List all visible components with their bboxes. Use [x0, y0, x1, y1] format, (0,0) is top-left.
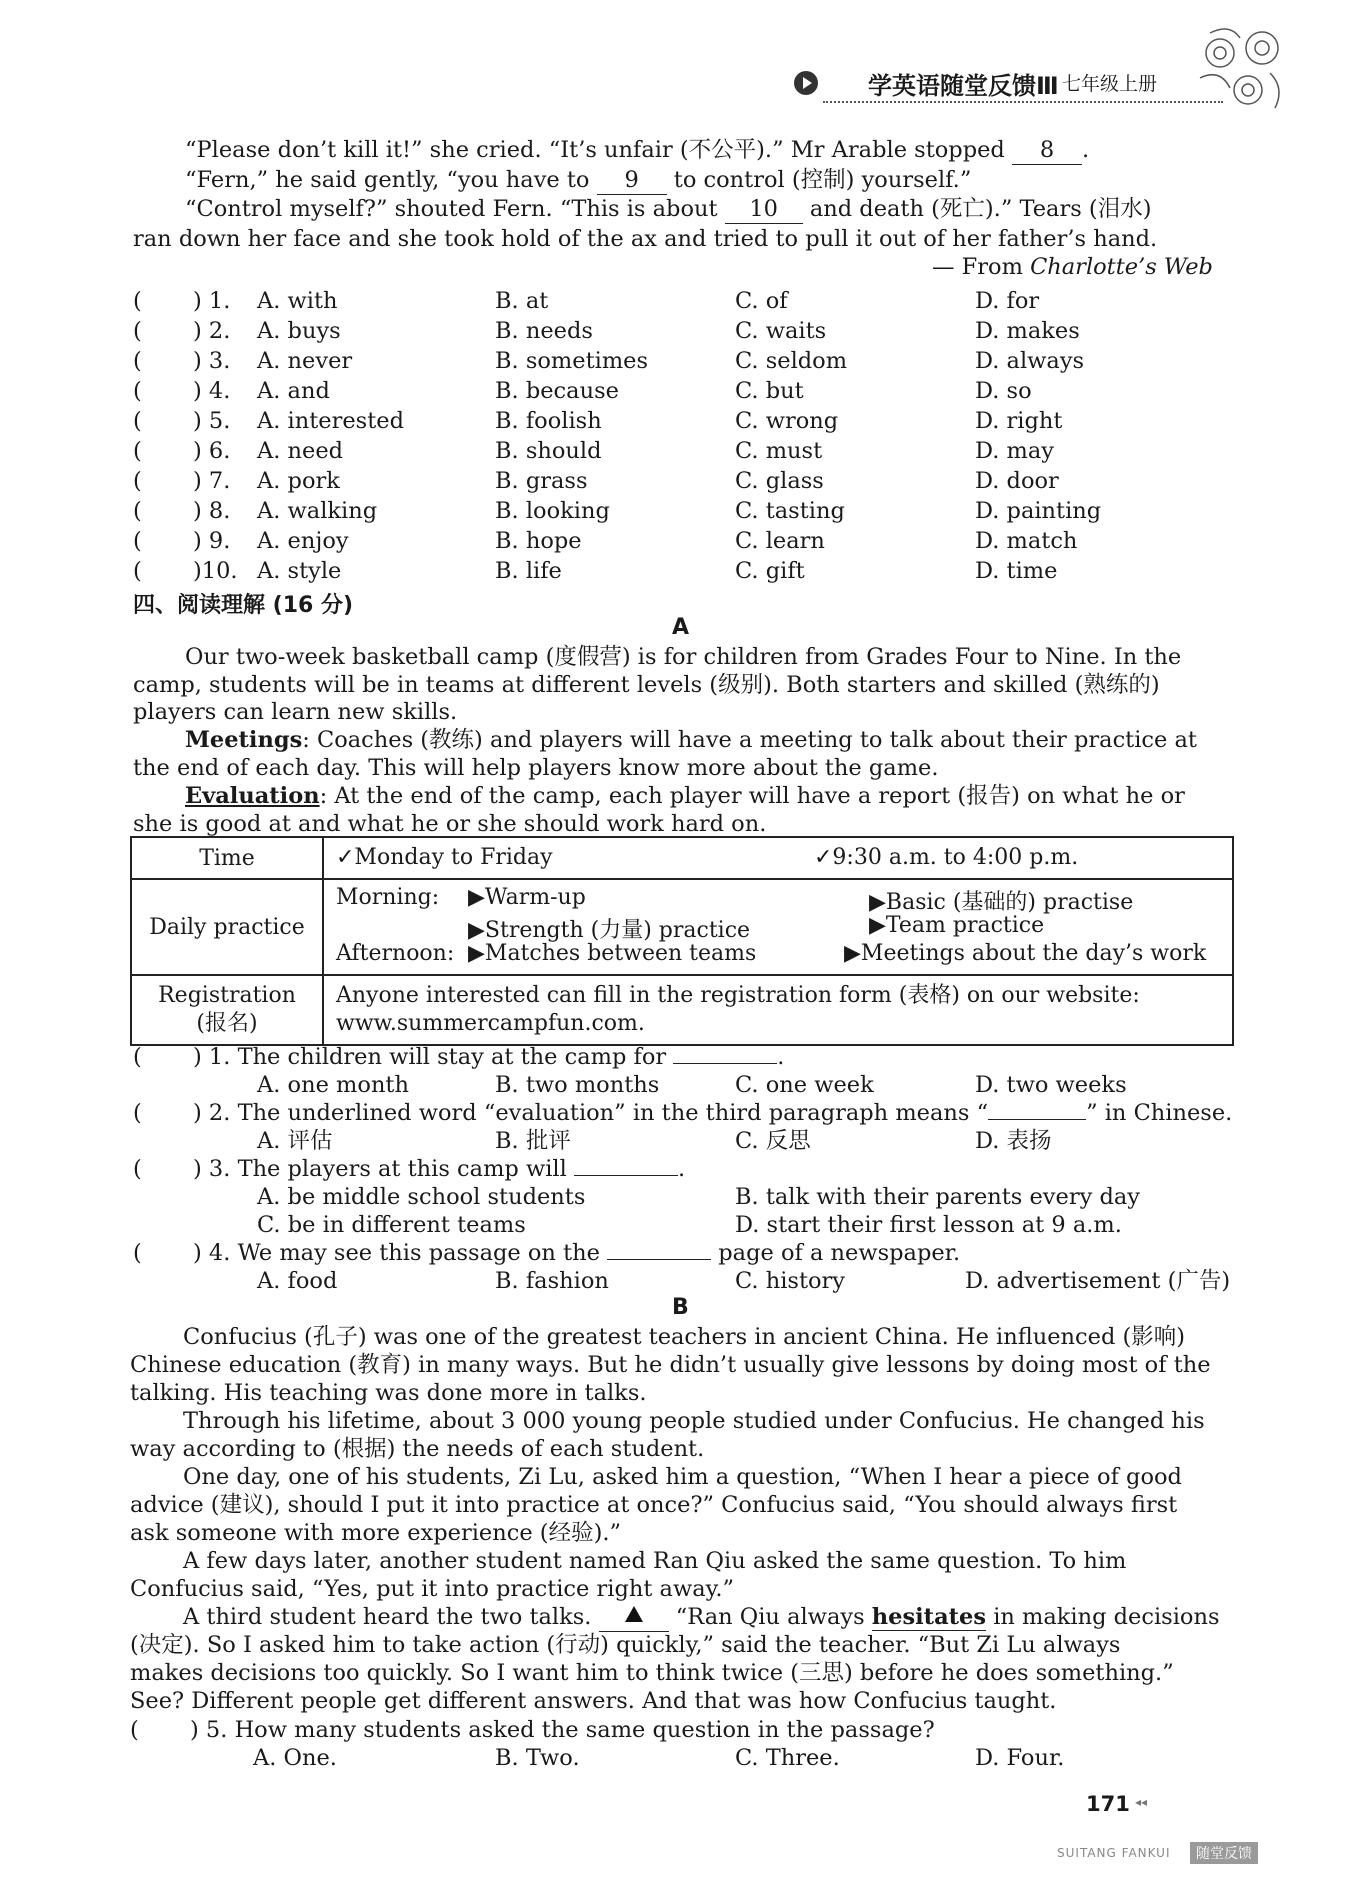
option[interactable]: A. need — [257, 438, 344, 464]
option[interactable]: A. buys — [257, 318, 341, 344]
option[interactable]: A. One. — [253, 1745, 337, 1771]
paragraph-line: Evaluation: At the end of the camp, each player will have a report (报告) on what he or — [185, 783, 1185, 809]
option[interactable]: B. sometimes — [495, 348, 649, 374]
option[interactable]: D. for — [975, 288, 1040, 314]
table-cell: Registration (报名) — [131, 975, 323, 1045]
flower-ornament-icon — [1190, 18, 1300, 128]
paragraph-line: See? Different people get different answers. And that was how Confucius taught. — [130, 1688, 1057, 1714]
story-line: ran down her face and she took hold of the ax and tried to pull it out of her father’s hand. — [133, 226, 1158, 252]
option[interactable]: B. needs — [495, 318, 593, 344]
story-line: “Please don’t kill it!” she cried. “It’s unfair (不公平).” Mr Arable stopped 8 . — [185, 137, 1090, 163]
option[interactable]: A. one month — [257, 1072, 409, 1098]
option[interactable]: C. 反思 — [735, 1128, 811, 1154]
paragraph-line: talking. His teaching was done more in talks. — [130, 1380, 647, 1406]
question-row: ( ) 9. — [133, 528, 231, 554]
option[interactable]: D. so — [975, 378, 1032, 404]
table-cell: Time — [131, 837, 323, 879]
option[interactable]: D. time — [975, 558, 1058, 584]
answer-bracket[interactable]: ( — [133, 378, 142, 404]
option[interactable]: C. of — [735, 288, 788, 314]
question-row: ( )10. — [133, 558, 238, 584]
answer-bracket[interactable]: ( — [133, 468, 142, 494]
option[interactable]: D. painting — [975, 498, 1102, 524]
footer-pinyin: SUITANG FANKUI — [1057, 1846, 1171, 1860]
book-subtitle: 七年级上册 — [1062, 73, 1158, 95]
answer-bracket[interactable]: ( — [133, 1156, 142, 1182]
blank-10[interactable]: 10 — [725, 195, 803, 224]
option[interactable]: D. start their first lesson at 9 a.m. — [735, 1212, 1122, 1238]
option[interactable]: C. tasting — [735, 498, 845, 524]
option[interactable]: B. 批评 — [495, 1128, 571, 1154]
option[interactable]: D. makes — [975, 318, 1080, 344]
option[interactable]: A. with — [257, 288, 338, 314]
option[interactable]: D. advertisement (广告) — [965, 1268, 1231, 1294]
passage-b-label: B — [672, 1295, 689, 1320]
answer-bracket[interactable]: ( — [133, 1100, 142, 1126]
option[interactable]: B. should — [495, 438, 602, 464]
option[interactable]: D. right — [975, 408, 1063, 434]
option[interactable]: B. Two. — [495, 1745, 580, 1771]
book-title: 学英语随堂反馈Ⅲ — [868, 72, 1059, 100]
evaluation-word: Evaluation — [185, 783, 320, 809]
paragraph-line: the end of each day. This will help players know more about the game. — [133, 755, 939, 781]
question-row: ( ) 1. The children will stay at the camp for . — [133, 1044, 785, 1070]
question-row: ( ) 1. — [133, 288, 231, 314]
answer-blank[interactable] — [574, 1175, 678, 1176]
triangle-marker-icon — [624, 1605, 644, 1623]
question-row: ( ) 2. The underlined word “evaluation” in the third paragraph means “ ” in Chinese. — [133, 1100, 1233, 1126]
story-line: “Control myself?” shouted Fern. “This is about 10 and death (死亡).” Tears (泪水) — [185, 196, 1152, 222]
paragraph-line: players can learn new skills. — [133, 699, 458, 725]
table-row — [131, 879, 1233, 975]
option[interactable]: B. talk with their parents every day — [735, 1184, 1140, 1210]
answer-bracket[interactable]: ( — [133, 408, 142, 434]
option[interactable]: C. seldom — [735, 348, 848, 374]
website-link[interactable]: www.summercampfun.com. — [336, 1011, 645, 1036]
blank-8[interactable]: 8 — [1012, 136, 1082, 165]
answer-bracket[interactable]: ( — [133, 528, 142, 554]
footer-badge: 随堂反馈 — [1190, 1842, 1258, 1864]
question-row: ( ) 7. — [133, 468, 231, 494]
paragraph-line: way according to (根据) the needs of each student. — [130, 1436, 705, 1462]
question-row: ( ) 4. — [133, 378, 231, 404]
paragraph-line: (决定). So I asked him to take action (行动) quickly,” said the teacher. “But Zi Lu always — [130, 1632, 1121, 1658]
header-divider — [823, 101, 1223, 103]
paragraph-line: Our two-week basketball camp (度假营) is for children from Grades Four to Nine. In the — [185, 644, 1182, 670]
option[interactable]: B. foolish — [495, 408, 602, 434]
table-row — [131, 837, 1233, 879]
blank-9[interactable]: 9 — [597, 166, 667, 195]
answer-bracket[interactable]: ( — [130, 1717, 139, 1743]
paragraph-line: Through his lifetime, about 3 000 young people studied under Confucius. He changed his — [183, 1408, 1205, 1434]
answer-bracket[interactable]: ( — [133, 498, 142, 524]
option[interactable]: C. Three. — [735, 1745, 840, 1771]
option[interactable]: A. food — [257, 1268, 338, 1294]
option[interactable]: C. but — [735, 378, 804, 404]
paragraph-line: advice (建议), should I put it into practice at once?” Confucius said, “You should always first — [130, 1492, 1178, 1518]
option[interactable]: C. be in different teams — [257, 1212, 526, 1238]
option[interactable]: B. fashion — [495, 1268, 609, 1294]
answer-bracket[interactable]: ( — [133, 1240, 142, 1266]
question-row: ( ) 8. — [133, 498, 231, 524]
question-row: ( ) 3. — [133, 348, 231, 374]
question-row: ( ) 5. How many students asked the same question in the passage? — [130, 1717, 935, 1743]
answer-blank[interactable] — [607, 1259, 711, 1260]
answer-bracket[interactable]: ( — [133, 288, 142, 314]
option[interactable]: D. door — [975, 468, 1059, 494]
story-source: — From Charlotte’s Web — [932, 254, 1213, 280]
option[interactable]: A. and — [257, 378, 330, 404]
question-row: ( ) 6. — [133, 438, 231, 464]
option[interactable]: A. 评估 — [257, 1128, 333, 1154]
option[interactable]: C. waits — [735, 318, 827, 344]
option[interactable]: D. may — [975, 438, 1055, 464]
answer-bracket[interactable]: ( — [133, 438, 142, 464]
section-heading: 四、阅读理解 (16 分) — [133, 593, 354, 618]
option[interactable]: B. life — [495, 558, 562, 584]
option[interactable]: C. wrong — [735, 408, 839, 434]
option[interactable]: D. always — [975, 348, 1085, 374]
paragraph-line: makes decisions too quickly. So I want him to think twice (三思) before he does something.” — [130, 1660, 1174, 1686]
story-line: “Fern,” he said gently, “you have to 9 to control (控制) yourself.” — [185, 167, 972, 193]
option[interactable]: D. Four. — [975, 1745, 1065, 1771]
missing-sentence-blank[interactable] — [599, 1603, 669, 1632]
option[interactable]: A. walking — [257, 498, 378, 524]
option[interactable]: B. at — [495, 288, 549, 314]
paragraph-line: A few days later, another student named Ran Qiu asked the same question. To him — [183, 1548, 1127, 1574]
answer-blank[interactable] — [988, 1119, 1086, 1120]
option[interactable]: B. two months — [495, 1072, 660, 1098]
option[interactable]: C. must — [735, 438, 823, 464]
table-cell: ✓Monday to Friday ✓9:30 a.m. to 4:00 p.m. — [323, 837, 1233, 879]
paragraph-line: ask someone with more experience (经验).” — [130, 1520, 622, 1546]
answer-bracket[interactable]: ( — [133, 348, 142, 374]
paragraph-line: camp, students will be in teams at different levels (级别). Both starters and skilled (熟练的) — [133, 672, 1160, 698]
option[interactable]: C. gift — [735, 558, 805, 584]
option[interactable]: A. never — [257, 348, 353, 374]
table-cell: Daily practice — [131, 879, 323, 975]
question-row: ( ) 4. We may see this passage on the page of a newspaper. — [133, 1240, 961, 1266]
play-circle-icon — [793, 70, 819, 96]
paragraph-line: she is good at and what he or she should work hard on. — [133, 811, 767, 837]
option[interactable]: C. glass — [735, 468, 824, 494]
option[interactable]: B. looking — [495, 498, 610, 524]
option[interactable]: D. 表扬 — [975, 1128, 1052, 1154]
double-arrow-left-icon: ◂◂ — [1135, 1795, 1148, 1809]
option[interactable]: A. interested — [257, 408, 404, 434]
option[interactable]: A. be middle school students — [257, 1184, 586, 1210]
option[interactable]: A. style — [257, 558, 342, 584]
hesitates-word: hesitates — [871, 1604, 987, 1630]
question-row: ( ) 3. The players at this camp will . — [133, 1156, 686, 1182]
question-row: ( ) 5. — [133, 408, 231, 434]
option[interactable]: A. pork — [257, 468, 340, 494]
answer-bracket[interactable]: ( — [133, 558, 142, 584]
answer-blank[interactable] — [673, 1063, 777, 1064]
paragraph-line: Confucius (孔子) was one of the greatest teachers in ancient China. He influenced (影响) — [183, 1324, 1186, 1350]
option[interactable]: D. match — [975, 528, 1078, 554]
answer-bracket[interactable]: ( — [133, 1044, 142, 1070]
paragraph-line: One day, one of his students, Zi Lu, asked him a question, “When I hear a piece of good — [183, 1464, 1182, 1490]
paragraph-line: A third student heard the two talks. “Ran Qiu always hesitates in making decisions — [183, 1604, 1220, 1630]
paragraph-line: Chinese education (教育) in many ways. But he didn’t usually give lessons by doing most of the — [130, 1352, 1211, 1378]
paragraph-line: Confucius said, “Yes, put it into practice right away.” — [130, 1576, 735, 1602]
option[interactable]: C. history — [735, 1268, 846, 1294]
paragraph-line: Meetings: Coaches (教练) and players will have a meeting to talk about their practice at — [185, 727, 1197, 753]
page-number: 171 — [1086, 1792, 1130, 1816]
camp-schedule-table — [130, 836, 1234, 1046]
table-row — [131, 975, 1233, 1045]
table-cell: Anyone interested can fill in the registration form (表格) on our website: www.summercampfun.com. — [323, 975, 1233, 1045]
option[interactable]: A. enjoy — [257, 528, 349, 554]
option[interactable]: B. hope — [495, 528, 582, 554]
option[interactable]: B. grass — [495, 468, 588, 494]
option[interactable]: C. learn — [735, 528, 825, 554]
passage-a-label: A — [672, 615, 690, 640]
table-cell: Morning: ▶Warm-up ▶Basic (基础的) practise ▶Strength (力量) practice ▶Team practice Afternoon: ▶Matches between teams ▶Meetings about the day’s work — [323, 879, 1233, 975]
option[interactable]: C. one week — [735, 1072, 874, 1098]
answer-bracket[interactable]: ( — [133, 318, 142, 344]
question-row: ( ) 2. — [133, 318, 231, 344]
option[interactable]: B. because — [495, 378, 619, 404]
option[interactable]: D. two weeks — [975, 1072, 1127, 1098]
